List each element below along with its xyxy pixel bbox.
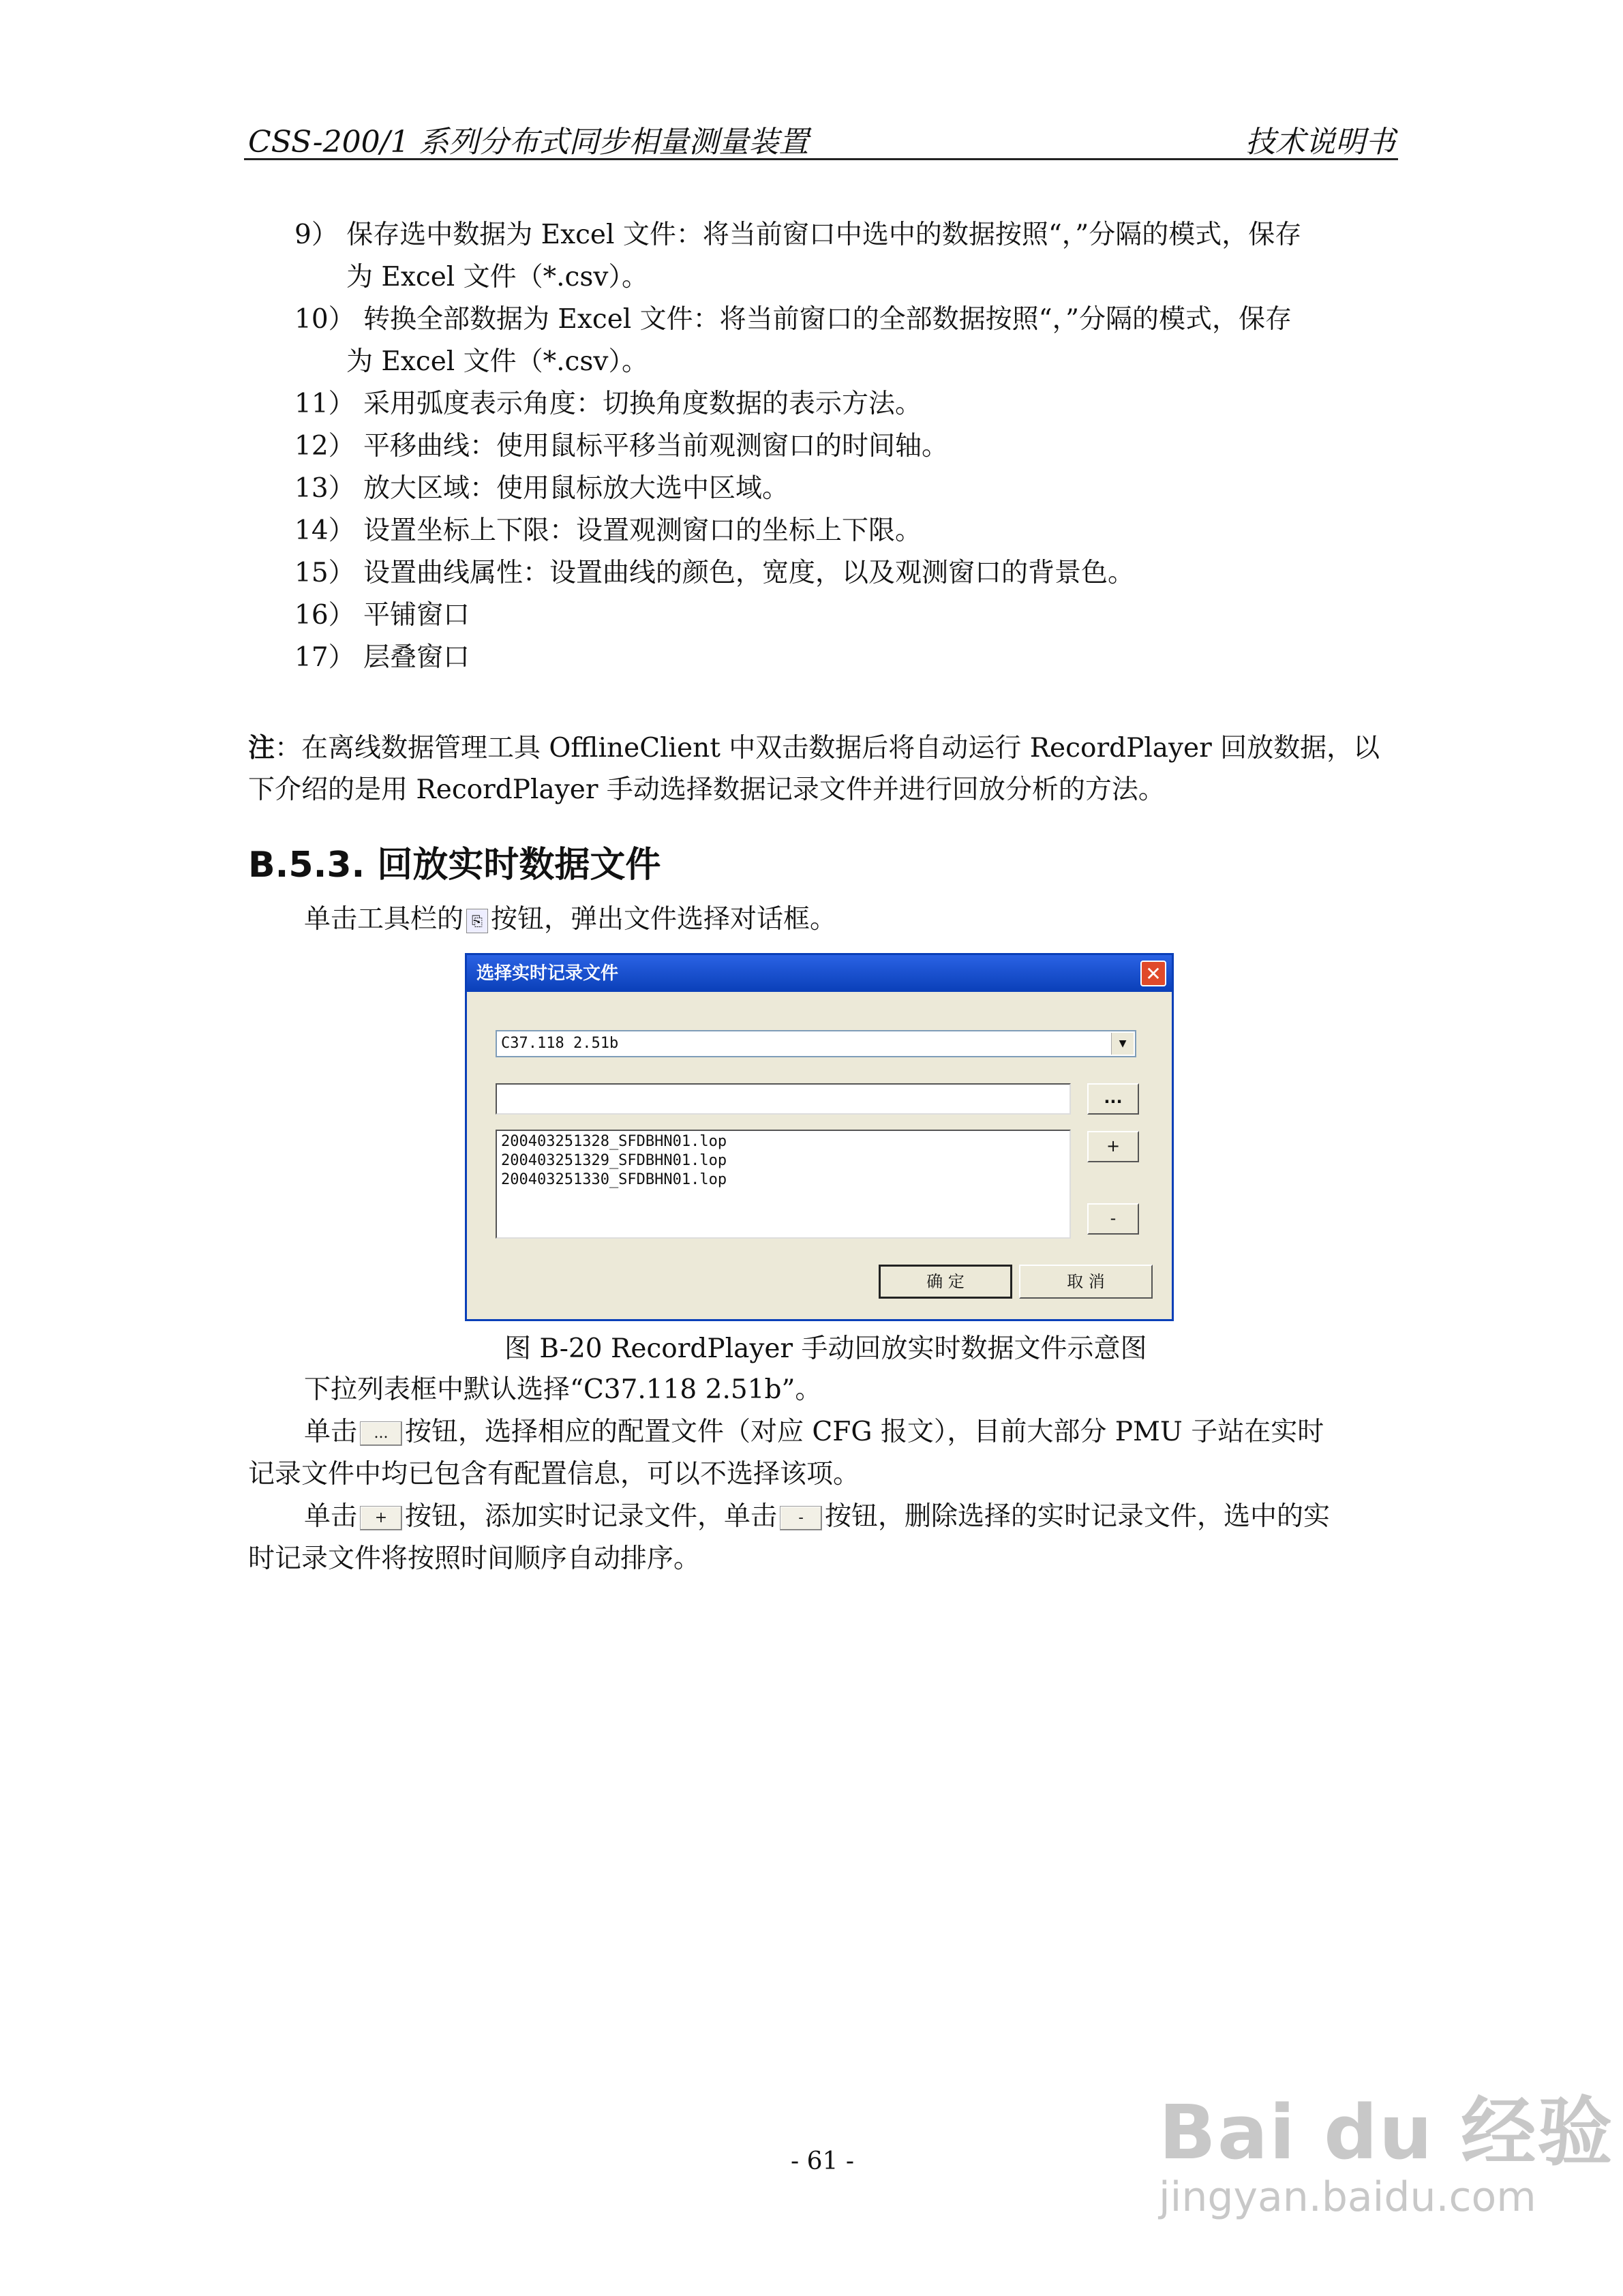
page-number: - 61 -	[791, 2147, 855, 2175]
close-button[interactable]: ✕	[1140, 961, 1166, 986]
format-select[interactable]	[496, 1030, 1136, 1057]
watermark-url: jingyan.baidu.com	[1159, 2173, 1536, 2221]
list-item: 10） 转换全部数据为 Excel 文件：将当前窗口的全部数据按照“，”分隔的模式，保存	[294, 304, 1292, 335]
file-dialog	[465, 953, 1174, 1321]
format-select-value: C37.118 2.51b	[501, 1035, 619, 1052]
file-listbox[interactable]	[496, 1130, 1071, 1239]
add-file-button[interactable]: +	[1087, 1131, 1139, 1162]
intro-text-a: 单击工具栏的	[304, 904, 464, 935]
note-paragraph-cont: 下介绍的是用 RecordPlayer 手动选择数据记录文件并进行回放分析的方法。	[248, 774, 1165, 805]
paragraph-cont: 时记录文件将按照时间顺序自动排序。	[248, 1543, 701, 1574]
intro-text-b: 按钮，弹出文件选择对话框。	[491, 904, 837, 935]
ok-button[interactable]: 确 定	[879, 1265, 1012, 1299]
browse-button[interactable]: ...	[1087, 1083, 1139, 1115]
note-text: ：在离线数据管理工具 OfflineClient 中双击数据后将自动运行 RecordPlayer 回放数据，以	[275, 733, 1380, 764]
para-text: 单击	[304, 1417, 358, 1447]
list-item-cont: 为 Excel 文件（*.csv）。	[346, 346, 648, 377]
list-item: 17） 层叠窗口	[294, 642, 470, 673]
list-item[interactable]: 200403251329_SFDBHN01.lop	[501, 1152, 727, 1169]
list-item: 15） 设置曲线属性：设置曲线的颜色，宽度，以及观测窗口的背景色。	[294, 558, 1135, 588]
para-text: 按钮，添加实时记录文件，单击	[405, 1501, 778, 1532]
list-item: 14） 设置坐标上下限：设置观测窗口的坐标上下限。	[294, 515, 922, 546]
open-file-icon: ⎘	[466, 909, 488, 933]
remove-button-sample: -	[780, 1506, 822, 1530]
paragraph	[304, 1496, 1330, 1538]
list-item-cont: 为 Excel 文件（*.csv）。	[346, 262, 648, 292]
header-rule	[244, 158, 1398, 160]
list-item: 12） 平移曲线：使用鼠标平移当前观测窗口的时间轴。	[294, 431, 949, 462]
config-file-input[interactable]	[496, 1083, 1071, 1115]
paragraph	[304, 1411, 1324, 1453]
list-item[interactable]: 200403251328_SFDBHN01.lop	[501, 1133, 727, 1150]
list-item: 16） 平铺窗口	[294, 600, 470, 631]
para-text: 按钮，删除选择的实时记录文件，选中的实	[825, 1501, 1331, 1532]
intro-paragraph	[304, 898, 836, 941]
note-paragraph	[248, 727, 1380, 770]
page-header-left: CSS-200/1 系列分布式同步相量测量装置	[248, 125, 809, 160]
note-label: 注	[248, 732, 275, 764]
paragraph: 下拉列表框中默认选择“C37.118 2.51b”。	[304, 1374, 822, 1405]
remove-file-button[interactable]: -	[1087, 1203, 1139, 1235]
list-item: 9） 保存选中数据为 Excel 文件：将当前窗口中选中的数据按照“，”分隔的模式，保存	[294, 220, 1302, 250]
list-item: 11） 采用弧度表示角度：切换角度数据的表示方法。	[294, 389, 922, 419]
para-text: 单击	[304, 1501, 358, 1532]
para-text: 按钮，选择相应的配置文件（对应 CFG 报文），目前大部分 PMU 子站在实时	[405, 1417, 1324, 1447]
page-header-right: 技术说明书	[1245, 125, 1395, 160]
dialog-titlebar	[467, 955, 1172, 992]
browse-button-sample: ...	[360, 1421, 402, 1446]
figure-caption: 图 B-20 RecordPlayer 手动回放实时数据文件示意图	[504, 1333, 1147, 1364]
dialog-title: 选择实时记录文件	[476, 963, 619, 984]
cancel-button[interactable]: 取 消	[1019, 1265, 1153, 1299]
add-button-sample: +	[360, 1506, 402, 1530]
list-item[interactable]: 200403251330_SFDBHN01.lop	[501, 1171, 727, 1188]
list-item: 13） 放大区域：使用鼠标放大选中区域。	[294, 473, 789, 504]
watermark-logo: Bai du 经验	[1159, 2089, 1614, 2176]
section-title: B.5.3. 回放实时数据文件	[248, 845, 661, 886]
watermark	[1159, 2072, 1613, 2221]
chevron-down-icon[interactable]: ▼	[1111, 1033, 1134, 1055]
paragraph-cont: 记录文件中均已包含有配置信息，可以不选择该项。	[248, 1459, 860, 1490]
